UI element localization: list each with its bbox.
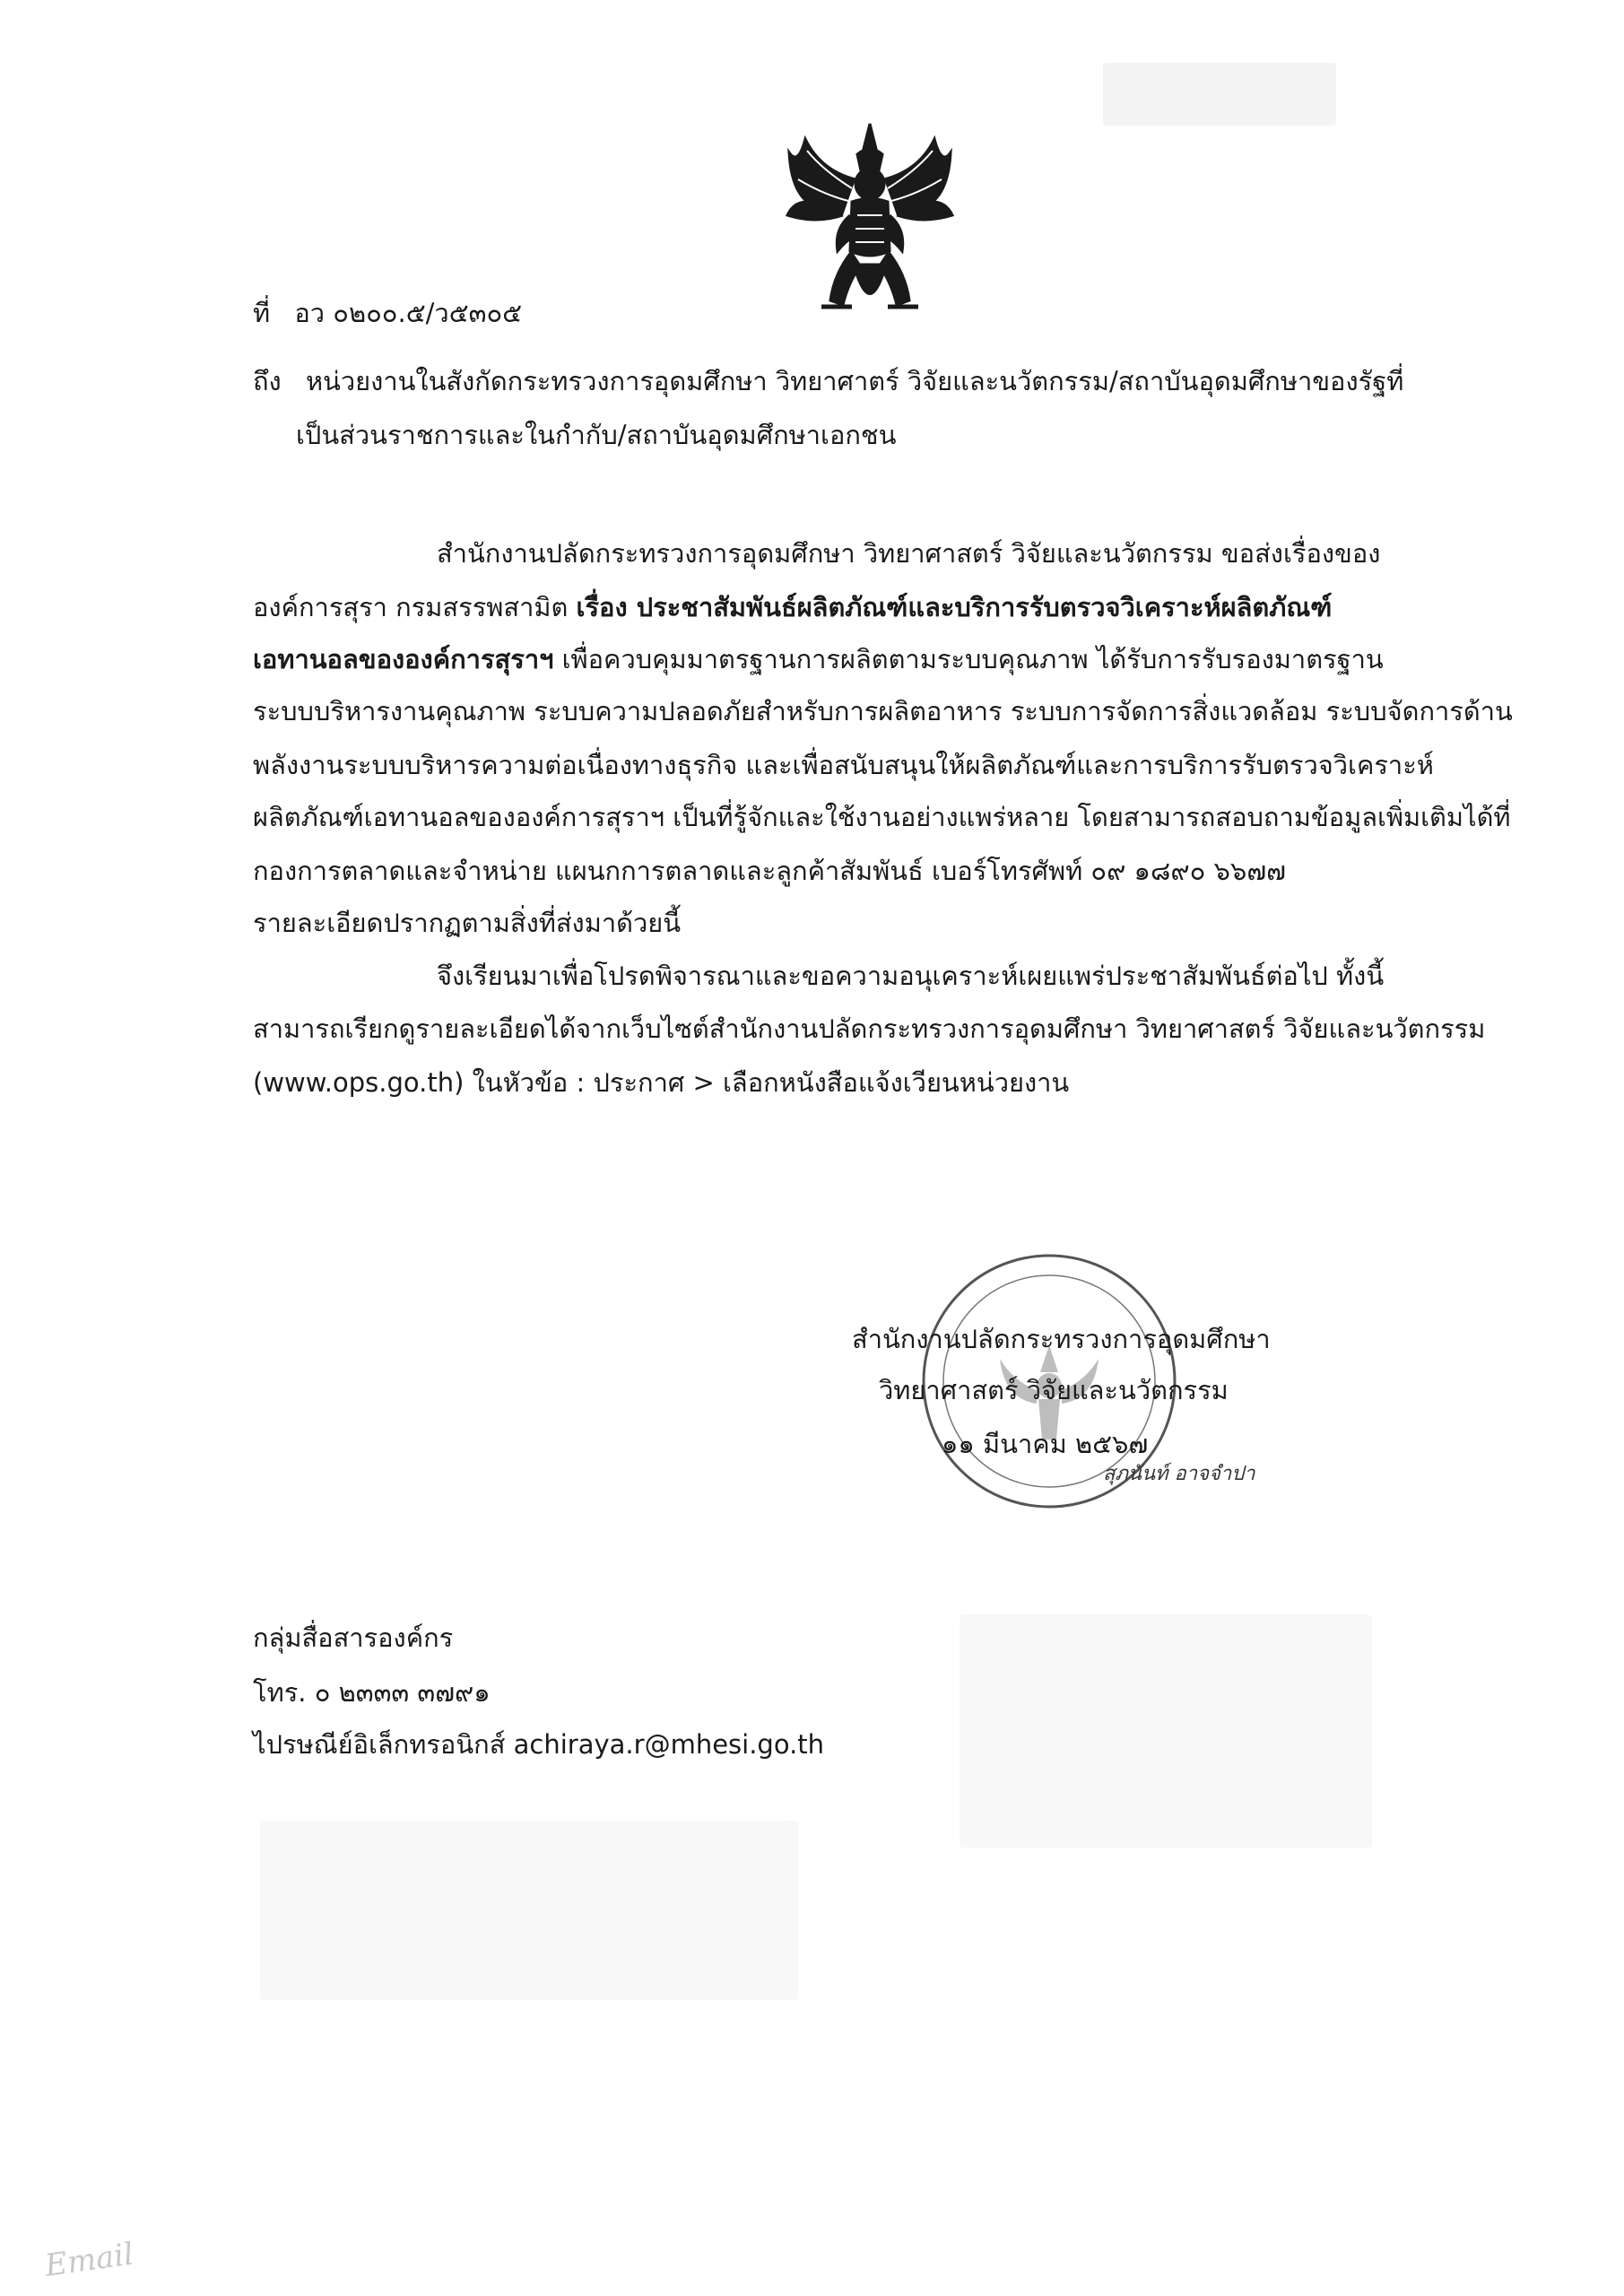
recipient-line-1: หน่วยงานในสังกัดกระทรวงการอุดมศึกษา วิทยาศาตร์ วิจัยและนวัตกรรม/สถาบันอุดมศึกษาของรัฐที่ [305,366,1404,396]
office-name-line-1: สำนักงานปลัดกระทรวงการอุดมศึกษา [852,1324,1271,1354]
handwritten-email-note: Email [42,2236,136,2284]
body-p1-line-4: ระบบบริหารงานคุณภาพ ระบบความปลอดภัยสำหรับการผลิตอาหาร ระบบการจัดการสิ่งแวดล้อม ระบบจัดการด้าน [253,696,1513,726]
signer-name: สุภนันท์ อาจจำปา [1103,1463,1255,1485]
body-p1-subject-cont: เอทานอลขององค์การสุราฯ [253,644,554,674]
scan-smudge [1103,63,1336,126]
body-p1-line-6: ผลิตภัณฑ์เอทานอลขององค์การสุราฯ เป็นที่รู้จักและใช้งานอย่างแพร่หลาย โดยสามารถสอบถามข้อมูลเพิ่มเติมได้ที่ [253,802,1511,832]
body-p1-subject: เรื่อง ประชาสัมพันธ์ผลิตภัณฑ์และบริการรับตรวจวิเคราะห์ผลิตภัณฑ์ [576,592,1333,622]
contact-unit: กลุ่มสื่อสารองค์กร [253,1622,454,1653]
reference-label: ที่ [253,298,271,328]
scan-smudge [960,1614,1372,1848]
recipient-label: ถึง [253,366,282,396]
body-p1-line-2a: องค์การสุรา กรมสรรพสามิต [253,592,577,622]
body-p1-line-8: รายละเอียดปรากฏตามสิ่งที่ส่งมาด้วยนี้ [253,908,682,938]
scan-smudge [260,1821,798,2000]
body-p1-line-7: กองการตลาดและจำหน่าย แผนกการตลาดและลูกค้าสัมพันธ์ เบอร์โทรศัพท์ ๐๙ ๑๘๙๐ ๖๖๗๗ [253,856,1286,886]
contact-phone: โทร. ๐ ๒๓๓๓ ๓๗๙๑ [253,1677,491,1708]
document-date: ๑๑ มีนาคม ๒๕๖๗ [942,1429,1149,1459]
body-p1-line-5: พลังงานระบบบริหารความต่อเนื่องทางธุรกิจ และเพื่อสนับสนุนให้ผลิตภัณฑ์และการบริการรับตรวจวิเคราะห์ [253,750,1434,780]
body-p2-line-1: จึงเรียนมาเพื่อโปรดพิจารณาและขอความอนุเคราะห์เผยแพร่ประชาสัมพันธ์ต่อไป ทั้งนี้ [437,961,1385,991]
body-p1-line-1: สำนักงานปลัดกระทรวงการอุดมศึกษา วิทยาศาสตร์ วิจัยและนวัตกรรม ขอส่งเรื่องของ [437,538,1381,569]
office-name-line-2: วิทยาศาสตร์ วิจัยและนวัตกรรม [879,1375,1229,1405]
body-p2-line-2: สามารถเรียกดูรายละเอียดได้จากเว็บไซต์สำนักงานปลัดกระทรวงการอุดมศึกษา วิทยาศาสตร์ วิจัยและนวัตกรรม [253,1013,1486,1044]
garuda-emblem-icon [771,117,968,327]
recipient-line-2: เป็นส่วนราชการและในกำกับ/สถาบันอุดมศึกษาเอกชน [296,420,897,450]
contact-email: ไปรษณีย์อิเล็กทรอนิกส์ achiraya.r@mhesi.go.th [253,1729,825,1760]
reference-number: อว ๐๒๐๐.๕/ว๕๓๐๕ [294,298,523,328]
body-p2-line-3: (www.ops.go.th) ในหัวข้อ : ประกาศ > เลือกหนังสือแจ้งเวียนหน่วยงาน [253,1067,1070,1098]
body-p1-line-3b: เพื่อควบคุมมาตรฐานการผลิตตามระบบคุณภาพ ได้รับการรับรองมาตรฐาน [553,644,1384,674]
